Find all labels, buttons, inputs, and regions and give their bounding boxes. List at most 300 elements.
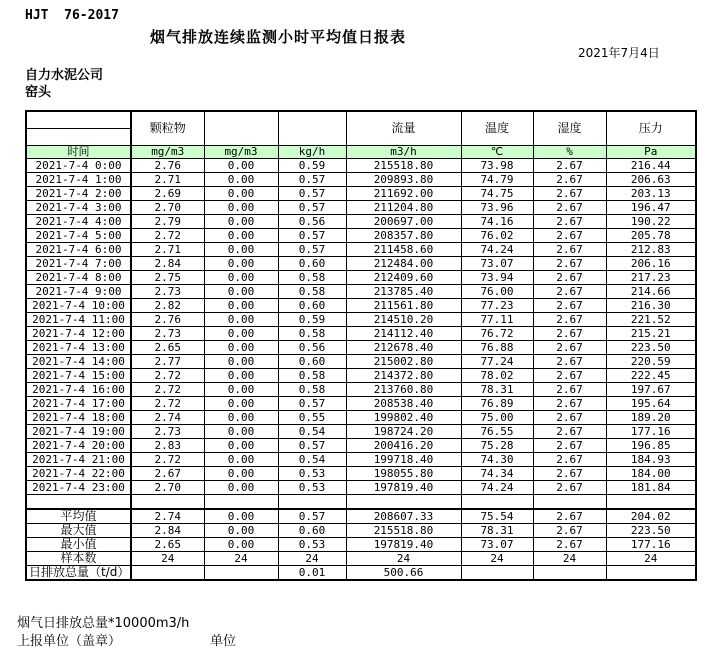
summary-label-cell: 最大值: [26, 523, 131, 537]
value-cell: 222.45: [606, 368, 696, 382]
time-cell: 2021-7-4 17:00: [26, 396, 131, 410]
value-cell: 2.67: [533, 228, 606, 242]
table-row: [26, 326, 696, 340]
value-cell: 200416.20: [346, 438, 461, 452]
value-cell: 2.73: [131, 284, 204, 298]
value-cell: 74.24: [461, 480, 533, 494]
value-cell: 0.00: [204, 396, 278, 410]
time-cell: 2021-7-4 16:00: [26, 382, 131, 396]
value-cell: 184.00: [606, 466, 696, 480]
value-cell: 205.78: [606, 228, 696, 242]
value-cell: 2.72: [131, 382, 204, 396]
group-header-cell-6: 湿度: [533, 111, 606, 145]
table-row: [26, 284, 696, 298]
value-cell: 2.67: [533, 298, 606, 312]
time-cell: 2021-7-4 3:00: [26, 200, 131, 214]
value-cell: 0.58: [278, 270, 346, 284]
value-cell: 0.58: [278, 382, 346, 396]
value-cell: 2.67: [533, 438, 606, 452]
unit-header-cell: Pa: [606, 145, 696, 158]
value-cell: 2.67: [533, 424, 606, 438]
value-cell: 2.72: [131, 228, 204, 242]
summary-value-cell: 24: [131, 551, 204, 565]
value-cell: 77.11: [461, 312, 533, 326]
summary-value-cell: 197819.40: [346, 537, 461, 551]
unit-header-row: [26, 145, 696, 158]
summary-value-cell: 73.07: [461, 537, 533, 551]
value-cell: 214112.40: [346, 326, 461, 340]
value-cell: 0.56: [278, 340, 346, 354]
summary-value-cell: [461, 565, 533, 580]
value-cell: 0.55: [278, 410, 346, 424]
table-row: [26, 480, 696, 494]
group-header-cell-7: 压力: [606, 111, 696, 145]
time-header-upper-cell: [26, 111, 131, 128]
value-cell: 196.47: [606, 200, 696, 214]
flow-total-note: 烟气日排放总量*10000m3/h: [17, 616, 190, 631]
table-row: [26, 214, 696, 228]
standard-code: HJT 76-2017: [25, 8, 119, 23]
value-cell: 2.83: [131, 438, 204, 452]
value-cell: 206.63: [606, 172, 696, 186]
summary-value-cell: [204, 565, 278, 580]
value-cell: 216.44: [606, 158, 696, 172]
group-header-cell-5: 温度: [461, 111, 533, 145]
time-cell: 2021-7-4 11:00: [26, 312, 131, 326]
time-cell: 2021-7-4 15:00: [26, 368, 131, 382]
value-cell: 2.70: [131, 480, 204, 494]
table-row: [26, 256, 696, 270]
value-cell: 73.07: [461, 256, 533, 270]
value-cell: 0.00: [204, 228, 278, 242]
value-cell: 76.72: [461, 326, 533, 340]
value-cell: 0.57: [278, 200, 346, 214]
value-cell: 197819.40: [346, 480, 461, 494]
summary-label-cell: 最小值: [26, 537, 131, 551]
value-cell: 211204.80: [346, 200, 461, 214]
table-row: [26, 186, 696, 200]
value-cell: 2.67: [533, 186, 606, 200]
summary-value-cell: 0.00: [204, 537, 278, 551]
value-cell: 0.58: [278, 284, 346, 298]
value-cell: 2.72: [131, 396, 204, 410]
value-cell: 0.00: [204, 186, 278, 200]
time-header-lower-cell: [26, 128, 131, 145]
value-cell: 0.53: [278, 466, 346, 480]
spacer-cell: [204, 494, 278, 509]
time-cell: 2021-7-4 9:00: [26, 284, 131, 298]
time-cell: 2021-7-4 14:00: [26, 354, 131, 368]
value-cell: 200697.00: [346, 214, 461, 228]
value-cell: 73.94: [461, 270, 533, 284]
value-cell: 0.54: [278, 452, 346, 466]
summary-value-cell: 0.01: [278, 565, 346, 580]
value-cell: 0.57: [278, 186, 346, 200]
unit-header-cell: ℃: [461, 145, 533, 158]
summary-row: [26, 523, 696, 537]
value-cell: 2.67: [533, 340, 606, 354]
value-cell: 213785.40: [346, 284, 461, 298]
value-cell: 0.00: [204, 284, 278, 298]
value-cell: 2.69: [131, 186, 204, 200]
time-cell: 2021-7-4 20:00: [26, 438, 131, 452]
table-row: [26, 340, 696, 354]
value-cell: 2.67: [533, 214, 606, 228]
value-cell: 2.67: [533, 466, 606, 480]
value-cell: 206.16: [606, 256, 696, 270]
value-cell: 2.72: [131, 368, 204, 382]
value-cell: 0.00: [204, 382, 278, 396]
table-row: [26, 242, 696, 256]
summary-value-cell: 2.67: [533, 523, 606, 537]
summary-value-cell: 0.53: [278, 537, 346, 551]
time-cell: 2021-7-4 8:00: [26, 270, 131, 284]
value-cell: 76.02: [461, 228, 533, 242]
summary-label-cell: 样本数: [26, 551, 131, 565]
table-row: [26, 382, 696, 396]
value-cell: 2.70: [131, 200, 204, 214]
value-cell: 215002.80: [346, 354, 461, 368]
value-cell: 0.00: [204, 214, 278, 228]
value-cell: 208538.40: [346, 396, 461, 410]
time-cell: 2021-7-4 2:00: [26, 186, 131, 200]
time-cell: 2021-7-4 4:00: [26, 214, 131, 228]
value-cell: 0.00: [204, 452, 278, 466]
value-cell: 211458.60: [346, 242, 461, 256]
value-cell: 181.84: [606, 480, 696, 494]
unit-label: 单位: [210, 634, 237, 649]
value-cell: 221.52: [606, 312, 696, 326]
value-cell: 177.16: [606, 424, 696, 438]
summary-label-cell: 平均值: [26, 509, 131, 523]
value-cell: 2.67: [131, 466, 204, 480]
spacer-cell: [461, 494, 533, 509]
table-row: [26, 452, 696, 466]
value-cell: 2.67: [533, 326, 606, 340]
summary-value-cell: 215518.80: [346, 523, 461, 537]
value-cell: 0.00: [204, 242, 278, 256]
summary-value-cell: 24: [606, 551, 696, 565]
value-cell: 199718.40: [346, 452, 461, 466]
value-cell: 198055.80: [346, 466, 461, 480]
value-cell: 74.79: [461, 172, 533, 186]
value-cell: 2.67: [533, 354, 606, 368]
value-cell: 214510.20: [346, 312, 461, 326]
table-row: [26, 396, 696, 410]
value-cell: 0.58: [278, 368, 346, 382]
summary-value-cell: 2.84: [131, 523, 204, 537]
value-cell: 0.57: [278, 242, 346, 256]
spacer-cell: [606, 494, 696, 509]
value-cell: 74.30: [461, 452, 533, 466]
value-cell: 2.76: [131, 158, 204, 172]
group-header-cell-1: 颗粒物: [131, 111, 204, 145]
value-cell: 2.79: [131, 214, 204, 228]
value-cell: 211561.80: [346, 298, 461, 312]
value-cell: 0.00: [204, 312, 278, 326]
time-cell: 2021-7-4 10:00: [26, 298, 131, 312]
value-cell: 0.57: [278, 228, 346, 242]
value-cell: 216.30: [606, 298, 696, 312]
value-cell: 75.00: [461, 410, 533, 424]
value-cell: 2.73: [131, 326, 204, 340]
value-cell: 0.60: [278, 354, 346, 368]
value-cell: 76.00: [461, 284, 533, 298]
summary-label-cell: 日排放总量（t/d）: [26, 565, 131, 580]
value-cell: 0.00: [204, 368, 278, 382]
time-cell: 2021-7-4 0:00: [26, 158, 131, 172]
value-cell: 198724.20: [346, 424, 461, 438]
value-cell: 0.00: [204, 438, 278, 452]
summary-value-cell: 78.31: [461, 523, 533, 537]
table-row: [26, 410, 696, 424]
group-header-cell-2: [204, 111, 278, 145]
value-cell: 2.67: [533, 242, 606, 256]
value-cell: 0.53: [278, 480, 346, 494]
reporting-unit-label: 上报单位（盖章）: [17, 634, 122, 649]
value-cell: 74.16: [461, 214, 533, 228]
value-cell: 189.20: [606, 410, 696, 424]
summary-value-cell: 177.16: [606, 537, 696, 551]
value-cell: 0.00: [204, 158, 278, 172]
spacer-cell: [26, 494, 131, 509]
value-cell: 0.00: [204, 354, 278, 368]
group-header-cell-4: 流量: [346, 111, 461, 145]
summary-row: [26, 537, 696, 551]
table-row: [26, 466, 696, 480]
value-cell: 2.67: [533, 396, 606, 410]
summary-value-cell: [606, 565, 696, 580]
value-cell: 212484.00: [346, 256, 461, 270]
value-cell: 217.23: [606, 270, 696, 284]
value-cell: 2.67: [533, 284, 606, 298]
unit-header-cell: mg/m3: [131, 145, 204, 158]
value-cell: 197.67: [606, 382, 696, 396]
value-cell: 0.56: [278, 214, 346, 228]
value-cell: 0.60: [278, 256, 346, 270]
time-cell: 2021-7-4 12:00: [26, 326, 131, 340]
table-head: [26, 111, 696, 158]
value-cell: 2.67: [533, 410, 606, 424]
company-name: 自力水泥公司: [25, 68, 104, 83]
value-cell: 214372.80: [346, 368, 461, 382]
report-title: 烟气排放连续监测小时平均值日报表: [150, 28, 407, 46]
table-row: [26, 298, 696, 312]
value-cell: 0.54: [278, 424, 346, 438]
group-header-cell-3: [278, 111, 346, 145]
unit-header-cell: kg/h: [278, 145, 346, 158]
value-cell: 0.59: [278, 158, 346, 172]
value-cell: 220.59: [606, 354, 696, 368]
value-cell: 190.22: [606, 214, 696, 228]
table-row: [26, 354, 696, 368]
spacer-cell: [533, 494, 606, 509]
value-cell: 212.83: [606, 242, 696, 256]
value-cell: 2.65: [131, 340, 204, 354]
summary-value-cell: 2.67: [533, 537, 606, 551]
time-cell: 2021-7-4 23:00: [26, 480, 131, 494]
value-cell: 2.67: [533, 480, 606, 494]
time-cell: 2021-7-4 1:00: [26, 172, 131, 186]
table-row: [26, 368, 696, 382]
value-cell: 209893.80: [346, 172, 461, 186]
value-cell: 0.00: [204, 172, 278, 186]
value-cell: 211692.00: [346, 186, 461, 200]
value-cell: 212409.60: [346, 270, 461, 284]
summary-value-cell: 2.65: [131, 537, 204, 551]
value-cell: 199802.40: [346, 410, 461, 424]
value-cell: 213760.80: [346, 382, 461, 396]
value-cell: 78.31: [461, 382, 533, 396]
value-cell: 0.60: [278, 298, 346, 312]
summary-value-cell: 24: [278, 551, 346, 565]
value-cell: 208357.80: [346, 228, 461, 242]
value-cell: 215518.80: [346, 158, 461, 172]
value-cell: 2.67: [533, 270, 606, 284]
value-cell: 2.72: [131, 452, 204, 466]
summary-value-cell: 24: [533, 551, 606, 565]
value-cell: 2.67: [533, 172, 606, 186]
hourly-average-table: [25, 110, 697, 581]
value-cell: 0.00: [204, 424, 278, 438]
value-cell: 0.57: [278, 172, 346, 186]
summary-value-cell: 0.00: [204, 523, 278, 537]
value-cell: 0.57: [278, 396, 346, 410]
value-cell: 0.00: [204, 200, 278, 214]
value-cell: 0.00: [204, 256, 278, 270]
value-cell: 0.00: [204, 326, 278, 340]
value-cell: 76.88: [461, 340, 533, 354]
summary-row: [26, 565, 696, 580]
summary-value-cell: 0.00: [204, 509, 278, 523]
value-cell: 77.24: [461, 354, 533, 368]
summary-value-cell: 2.67: [533, 509, 606, 523]
value-cell: 2.84: [131, 256, 204, 270]
value-cell: 2.67: [533, 382, 606, 396]
time-cell: 2021-7-4 7:00: [26, 256, 131, 270]
value-cell: 2.71: [131, 172, 204, 186]
summary-value-cell: 0.57: [278, 509, 346, 523]
value-cell: 214.66: [606, 284, 696, 298]
time-column-header: 时间: [26, 145, 131, 158]
spacer-cell: [131, 494, 204, 509]
table-row: [26, 200, 696, 214]
value-cell: 0.00: [204, 480, 278, 494]
spacer-cell: [346, 494, 461, 509]
value-cell: 76.55: [461, 424, 533, 438]
group-header-row: [26, 111, 696, 128]
value-cell: 77.23: [461, 298, 533, 312]
summary-value-cell: 24: [346, 551, 461, 565]
table-row: [26, 270, 696, 284]
value-cell: 74.24: [461, 242, 533, 256]
value-cell: 0.58: [278, 326, 346, 340]
value-cell: 2.67: [533, 452, 606, 466]
table-row: [26, 424, 696, 438]
value-cell: 2.71: [131, 242, 204, 256]
time-cell: 2021-7-4 5:00: [26, 228, 131, 242]
value-cell: 0.57: [278, 438, 346, 452]
summary-row: [26, 509, 696, 523]
time-cell: 2021-7-4 19:00: [26, 424, 131, 438]
summary-value-cell: 75.54: [461, 509, 533, 523]
monitor-location: 窑头: [25, 85, 52, 100]
table-row: [26, 172, 696, 186]
summary-value-cell: 223.50: [606, 523, 696, 537]
unit-header-cell: mg/m3: [204, 145, 278, 158]
value-cell: 195.64: [606, 396, 696, 410]
time-cell: 2021-7-4 13:00: [26, 340, 131, 354]
value-cell: 2.77: [131, 354, 204, 368]
value-cell: 2.82: [131, 298, 204, 312]
summary-value-cell: 208607.33: [346, 509, 461, 523]
summary-value-cell: 0.60: [278, 523, 346, 537]
value-cell: 2.73: [131, 424, 204, 438]
value-cell: 0.00: [204, 410, 278, 424]
time-cell: 2021-7-4 22:00: [26, 466, 131, 480]
value-cell: 0.00: [204, 340, 278, 354]
summary-value-cell: [131, 565, 204, 580]
summary-value-cell: 500.66: [346, 565, 461, 580]
value-cell: 76.89: [461, 396, 533, 410]
unit-header-cell: m3/h: [346, 145, 461, 158]
value-cell: 0.00: [204, 298, 278, 312]
value-cell: 196.85: [606, 438, 696, 452]
value-cell: 0.59: [278, 312, 346, 326]
table-row: [26, 438, 696, 452]
value-cell: 73.98: [461, 158, 533, 172]
value-cell: 2.76: [131, 312, 204, 326]
value-cell: 203.13: [606, 186, 696, 200]
value-cell: 2.67: [533, 200, 606, 214]
value-cell: 73.96: [461, 200, 533, 214]
value-cell: 184.93: [606, 452, 696, 466]
value-cell: 2.74: [131, 410, 204, 424]
spacer-cell: [278, 494, 346, 509]
summary-value-cell: 204.02: [606, 509, 696, 523]
report-date: 2021年7月4日: [578, 46, 660, 60]
summary-value-cell: 2.74: [131, 509, 204, 523]
value-cell: 215.21: [606, 326, 696, 340]
value-cell: 223.50: [606, 340, 696, 354]
time-cell: 2021-7-4 6:00: [26, 242, 131, 256]
value-cell: 0.00: [204, 270, 278, 284]
value-cell: 2.67: [533, 256, 606, 270]
value-cell: 0.00: [204, 466, 278, 480]
time-cell: 2021-7-4 18:00: [26, 410, 131, 424]
unit-header-cell: %: [533, 145, 606, 158]
value-cell: 74.34: [461, 466, 533, 480]
table-row: [26, 228, 696, 242]
value-cell: 2.75: [131, 270, 204, 284]
value-cell: 2.67: [533, 312, 606, 326]
value-cell: 75.28: [461, 438, 533, 452]
value-cell: 74.75: [461, 186, 533, 200]
summary-value-cell: [533, 565, 606, 580]
table-body: [26, 158, 696, 580]
time-cell: 2021-7-4 21:00: [26, 452, 131, 466]
spacer-row: [26, 494, 696, 509]
value-cell: 212678.40: [346, 340, 461, 354]
summary-row: [26, 551, 696, 565]
value-cell: 78.02: [461, 368, 533, 382]
value-cell: 2.67: [533, 368, 606, 382]
table-row: [26, 158, 696, 172]
summary-value-cell: 24: [204, 551, 278, 565]
table-row: [26, 312, 696, 326]
summary-value-cell: 24: [461, 551, 533, 565]
value-cell: 2.67: [533, 158, 606, 172]
